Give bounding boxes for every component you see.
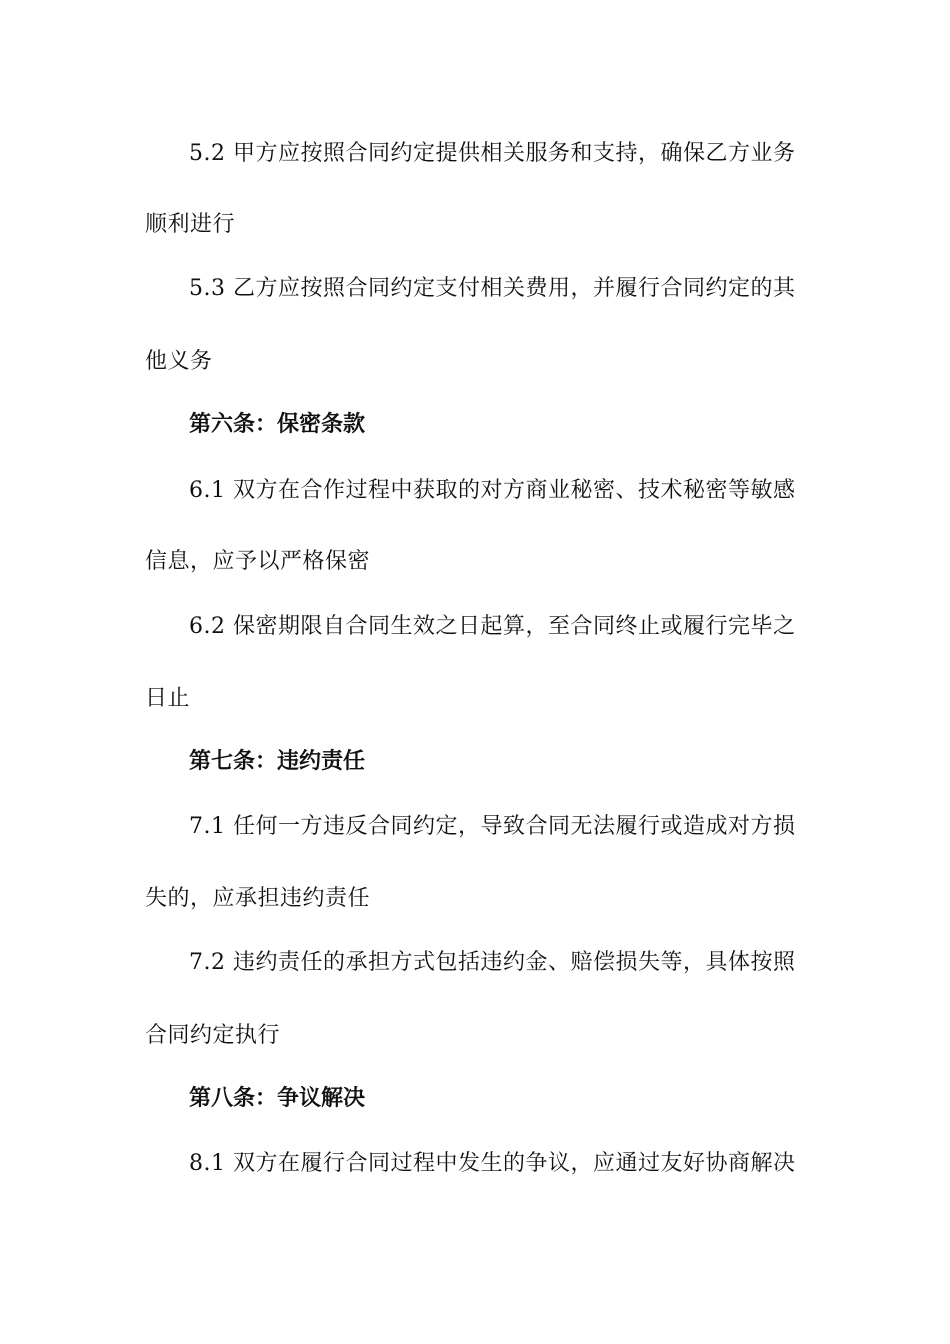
clause-5-2-line-1: 5.2 甲方应按照合同约定提供相关服务和支持，确保乙方业务 <box>189 141 796 166</box>
clause-6-1-line-1: 6.1 双方在合作过程中获取的对方商业秘密、技术秘密等敏感 <box>189 478 796 503</box>
clause-6-2-line-1: 6.2 保密期限自合同生效之日起算，至合同终止或履行完毕之 <box>189 614 796 639</box>
clause-5-3-line-2: 他义务 <box>145 349 213 374</box>
clause-7-1-line-1: 7.1 任何一方违反合同约定，导致合同无法履行或造成对方损 <box>189 814 796 839</box>
clause-7-2-line-2: 合同约定执行 <box>145 1023 281 1048</box>
clause-6-2-line-2: 日止 <box>145 686 191 711</box>
clause-6-1-line-2: 信息，应予以严格保密 <box>145 549 371 574</box>
clause-7-1-line-2: 失的，应承担违约责任 <box>145 886 371 911</box>
section-heading-article-6: 第六条：保密条款 <box>189 412 366 437</box>
section-heading-article-8: 第八条：争议解决 <box>189 1086 366 1111</box>
clause-5-2-line-2: 顺利进行 <box>145 212 236 237</box>
clause-7-2-line-1: 7.2 违约责任的承担方式包括违约金、赔偿损失等，具体按照 <box>189 950 796 975</box>
section-heading-article-7: 第七条：违约责任 <box>189 749 366 774</box>
clause-8-1-line-1: 8.1 双方在履行合同过程中发生的争议，应通过友好协商解决 <box>189 1151 796 1176</box>
clause-5-3-line-1: 5.3 乙方应按照合同约定支付相关费用，并履行合同约定的其 <box>189 276 796 301</box>
